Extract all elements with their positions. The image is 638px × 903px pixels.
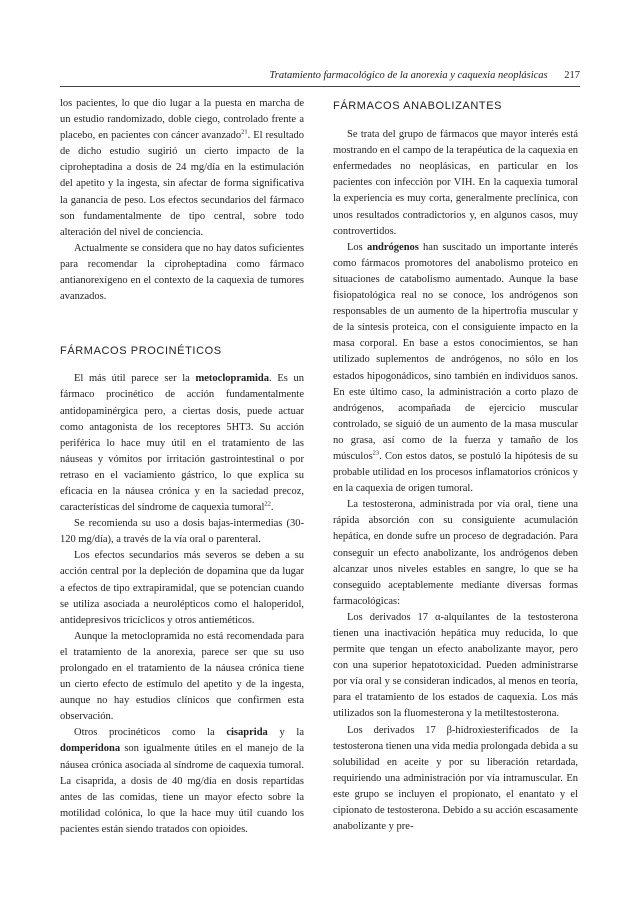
text: . Con estos datos, se postuló la hipótesis de su probable utilidad en los procesos inflamatorios crónicos y en la caquexia de origen tumoral.: [333, 450, 578, 495]
text: son igualmente útiles en el manejo de la náusea crónica asociada al síndrome de caquexia tumoral. La cisaprida, a dosis de 40 mg/día en dosis repartidas antes de las comidas, tiene un mayor efecto sobre la motilidad colónica, lo que la hace muy útil cuando los pacientes están siendo tratados con opioides.: [60, 743, 304, 835]
text: . El resultado de dicho estudio sugirió un cierto impacto de la ciproheptadina a dosis de 24 mg/día en la estimulación del apetito y la ingesta, sin afectar de forma significativa la ganancia de peso. Los efectos secundarios del fármaco son fundamentalmente de tipo central, sobre todo alteración del nivel de conciencia.: [60, 130, 305, 238]
left-column: [60, 96, 304, 838]
right-column: [333, 96, 578, 835]
text: El más útil parece ser la: [74, 373, 196, 385]
header-rule: [60, 86, 580, 87]
paragraph: [60, 96, 304, 241]
paragraph: [60, 725, 304, 838]
text: han suscitado un importante interés como fármacos promotores del anabolismo proteico en situaciones de catabolismo aumentado. Aunque la base fisiopatológica real no se conoce, los andrógenos son responsables de un aumento de la hipertrofia muscular y de la síntesis proteica, con el consiguiente impacto en la masa corporal. En base a estos conocimientos, se han utilizado suplementos de andrógenos, no sólo en los estados hipogonádicos, sino también en individuos sanos. En este último caso, la administración a corto plazo de andrógenos, acompañada de ejercicio muscular controlado, se siguió de un aumento de la masa muscular no grasa, así como de la fuerza y tamaño de los músculos: [333, 241, 578, 462]
text: Otros procinéticos como la: [74, 727, 227, 739]
paragraph: Los efectos secundarios más severos se deben a su acción central por la depleción de dopamina que da lugar a efectos de tipo extrapiramidal, que se potencian cuando se utiliza asociada a neurolépticos como el haloperidol, antidepresivos tricíclicos y otros antieméticos.: [60, 550, 304, 626]
paragraph: Se recomienda su uso a dosis bajas-intermedias (30-120 mg/día), a través de la vía oral o parenteral.: [60, 518, 304, 546]
paragraph: [333, 240, 578, 498]
running-header: [60, 70, 580, 86]
paragraph: [60, 371, 304, 516]
text: y la: [267, 727, 305, 739]
drug-name: cisaprida: [226, 727, 268, 739]
paragraph: La testosterona, administrada por vía oral, tiene una rápida absorción con su consiguiente acumulación hepática, en donde sufre un proceso de degradación. Para conseguir un efecto anabolizante, los andrógenos deben alcanzar unos niveles estables en sangre, lo que se ha conseguido aceptablemente mediante diversas formas farmacológicas:: [333, 499, 578, 607]
text: . Es un fármaco procinético de acción fundamentalmente antidopaminérgica pero, a ciertas dosis, puede actuar como antagonista de los receptores 5HT3. Su acción periférica lo hace muy útil en el tratamiento de las náuseas y vómitos por irritación gastrointestinal o por retraso en el vaciamiento gástrico, lo que explica su eficacia en la náusea crónica y en la saciedad precoz, características del síndrome de caquexia tumoral: [60, 373, 304, 514]
section-heading-anabolics: FÁRMACOS ANABOLIZANTES: [333, 100, 503, 112]
drug-name: domperidona: [60, 743, 121, 755]
drug-name: andrógenos: [366, 241, 419, 253]
paragraph: Aunque la metoclopramida no está recomendada para el tratamiento de la anorexia, parece ser que su uso prolongado en el tratamiento de la náusea crónica tiene un cierto efecto de estímulo del apetito y de la ingesta, aunque no hay estudios clínicos que confirmen esta observación.: [60, 630, 304, 723]
text: los pacientes, lo que dio lugar a la puesta en marcha de un estudio randomizado, doble ciego, controlado frente a placebo, en pacientes con cáncer avanzado: [60, 98, 304, 142]
text: Los: [347, 241, 367, 253]
drug-name: metoclopramida: [195, 373, 270, 385]
citation-ref: 21: [241, 128, 248, 136]
paragraph: Se trata del grupo de fármacos que mayor interés está mostrando en el campo de la terapéutica de la caquexia en enfermedades no neoplásicas, en particular en los pacientes con infección por VIH. En la caquexia tumoral la experiencia es muy corta, generalmente preclínica, con unos resultados contradictorios y, en algunos casos, muy controvertidos.: [333, 129, 578, 237]
text: .: [270, 502, 274, 514]
citation-ref: 22: [264, 500, 271, 508]
paragraph: Actualmente se considera que no hay datos suficientes para recomendar la ciproheptadina como fármaco antianorexígeno en el contexto de la caquexia de tumores avanzados.: [60, 242, 304, 303]
running-title: Tratamiento farmacológico de la anorexia y caquexia neoplásicas: [269, 70, 548, 81]
page-number: 217: [564, 70, 580, 81]
section-heading-prokinetics: FÁRMACOS PROCINÉTICOS: [60, 345, 222, 358]
paragraph: Los derivados 17 α-alquilantes de la testosterona tienen una inactivación hepática muy reducida, lo que permite que tengan un efecto anabolizante mayor, pero con una superior hepatotoxicidad. Pueden administrarse por vía oral y se consideran indicados, al menos en teoría, para el tratamiento de los estados de caquexia. Los más utilizados son la fluomesterona y la metiltestosterona.: [333, 611, 578, 720]
citation-ref: 23: [372, 449, 380, 457]
paragraph: Los derivados 17 β-hidroxiesterificados de la testosterona tienen una vida media prolongada debida a su solubilidad en aceite y por su liberación retardada, requiriendo una administración por vía intramuscular. En este grupo se incluyen el propionato, el enantato y el cipionato de testosterona. Debido a su acción escasamente anabolizante y pre-: [333, 724, 578, 833]
